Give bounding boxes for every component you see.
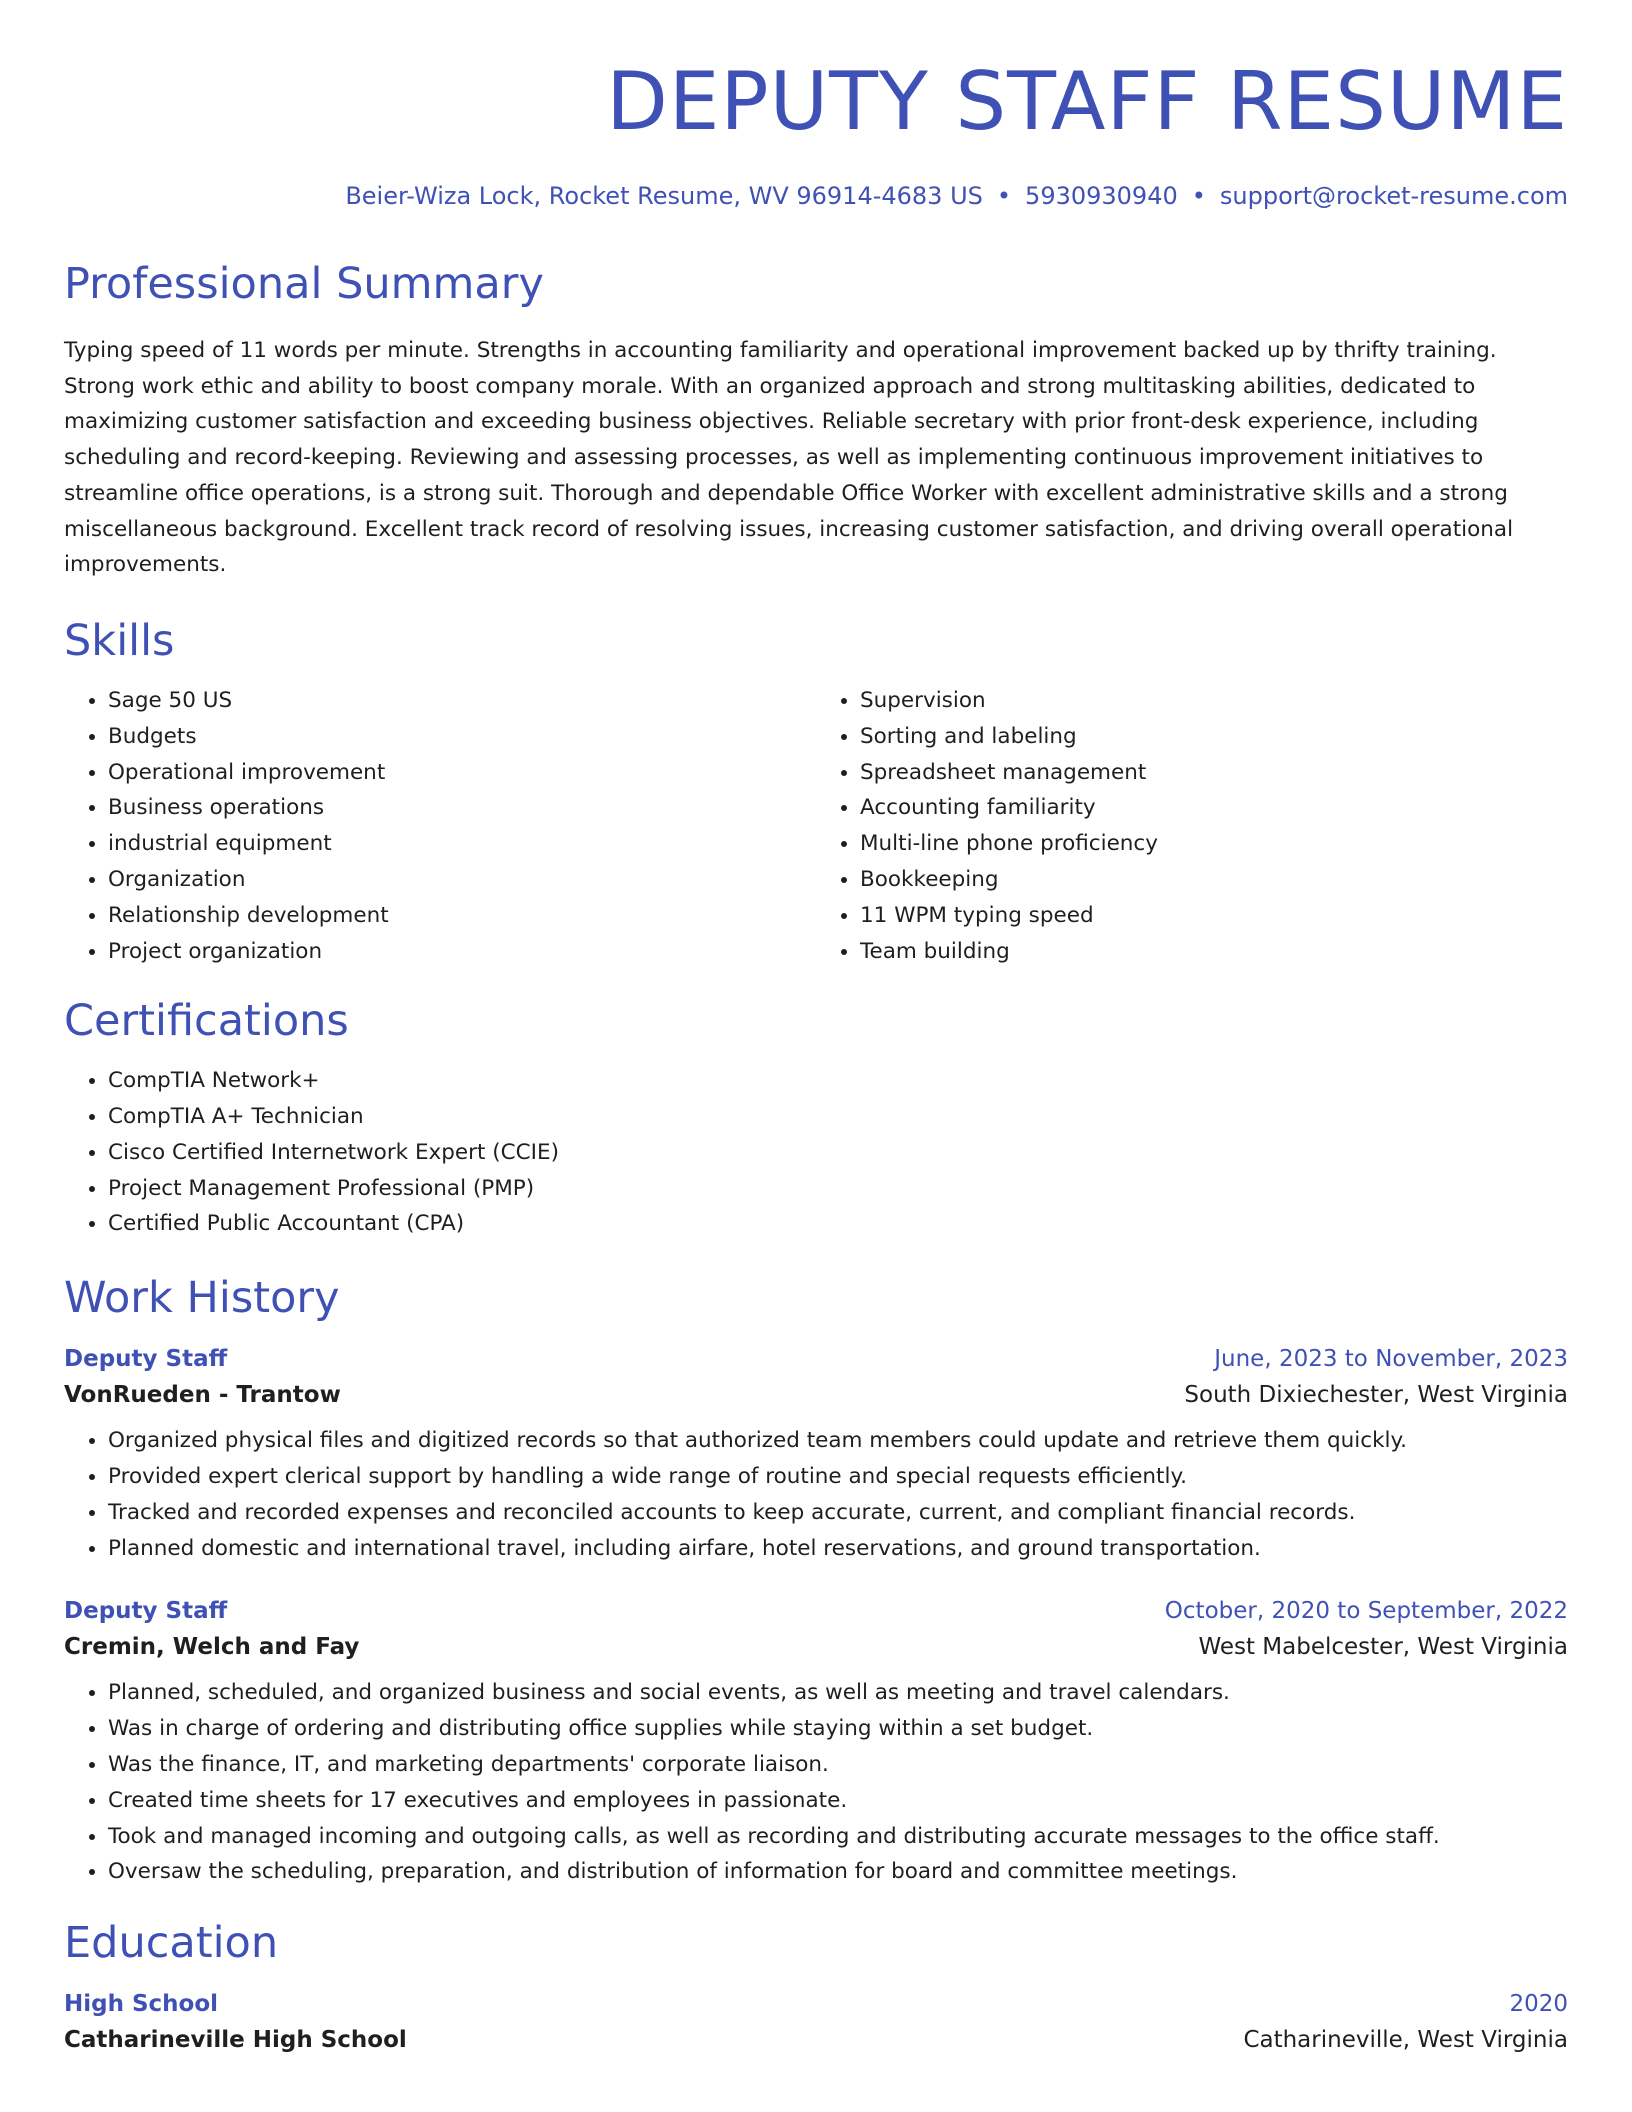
job-dates: October, 2020 to September, 2022 — [1164, 1598, 1568, 1625]
skill-item: • Sage 50 US — [108, 683, 816, 719]
education-location: Catharineville, West Virginia — [1243, 2027, 1568, 2054]
summary-heading: Professional Summary — [64, 259, 544, 309]
skill-item: • Spreadsheet management — [860, 755, 1568, 791]
job-bullet: • Oversaw the scheduling, preparation, and distribution of information for board and committee meetings. — [108, 1854, 1568, 1890]
certification-item: • CompTIA A+ Technician — [108, 1099, 1568, 1135]
job-bullets — [64, 1423, 1568, 1566]
certification-item: • Project Management Professional (PMP) — [108, 1171, 1568, 1207]
skills-columns — [64, 683, 1568, 969]
work-history-heading: Work History — [64, 1273, 340, 1324]
skill-item: • Team building — [860, 934, 1568, 970]
contact-phone: 5930930940 — [1025, 182, 1178, 210]
education-year: 2020 — [1509, 1991, 1568, 2018]
certifications-list — [64, 1063, 1568, 1242]
skill-item: • Operational improvement — [108, 755, 816, 791]
certification-item: • Certified Public Accountant (CPA) — [108, 1206, 1568, 1242]
contact-address: Beier-Wiza Lock, Rocket Resume, WV 96914-4683 US — [345, 182, 983, 210]
job-bullet: • Tracked and recorded expenses and reconciled accounts to keep accurate, current, and compliant financial records. — [108, 1495, 1568, 1531]
skill-item: • Sorting and labeling — [860, 719, 1568, 755]
job-bullet: • Created time sheets for 17 executives and employees in passionate. — [108, 1783, 1568, 1819]
job-role: Deputy Staff — [64, 1598, 228, 1625]
education-header — [64, 1991, 1568, 2017]
skill-item: • Supervision — [860, 683, 1568, 719]
skill-item: • Relationship development — [108, 898, 816, 934]
job-bullet: • Was the finance, IT, and marketing departments' corporate liaison. — [108, 1747, 1568, 1783]
job-company: Cremin, Welch and Fay — [64, 1634, 360, 1661]
skill-item: • 11 WPM typing speed — [860, 898, 1568, 934]
skill-item: • Bookkeeping — [860, 862, 1568, 898]
skill-item: • Project organization — [108, 934, 816, 970]
skills-heading: Skills — [64, 615, 175, 666]
certifications-heading: Certifications — [64, 996, 349, 1047]
job-bullet: • Planned, scheduled, and organized business and social events, as well as meeting and travel calendars. — [108, 1675, 1568, 1711]
skill-item: • Budgets — [108, 719, 816, 755]
job-bullet: • Provided expert clerical support by handling a wide range of routine and special requests efficiently. — [108, 1459, 1568, 1495]
education-entry — [64, 1991, 1568, 2053]
job-bullets — [64, 1675, 1568, 1890]
skills-list-right — [816, 683, 1568, 969]
skill-item: • industrial equipment — [108, 826, 816, 862]
skills-list-left — [64, 683, 816, 969]
contact-separator: • — [1191, 182, 1206, 210]
job-bullet: • Was in charge of ordering and distributing office supplies while staying within a set budget. — [108, 1711, 1568, 1747]
certification-item: • Cisco Certified Internetwork Expert (CCIE) — [108, 1135, 1568, 1171]
education-degree: High School — [64, 1991, 219, 2018]
skill-item: • Organization — [108, 862, 816, 898]
job-company: VonRueden - Trantow — [64, 1382, 341, 1409]
job-entry — [64, 1346, 1568, 1566]
education-subheader — [64, 2027, 1568, 2053]
summary-text: Typing speed of 11 words per minute. Strengths in accounting familiarity and operational improvement backed up by thrifty training. Strong work ethic and ability to boost company morale. With an organized approach and strong multitasking abilities, dedicated to maximizing customer satisfaction and exceeding business objectives. Reliable secretary with prior front-desk experience, including scheduling and record-keeping. Reviewing and assessing processes, as well as implementing continuous improvement initiatives to streamline office operations, is a strong suit. Thorough and dependable Office Worker with excellent administrative skills and a strong miscellaneous background. Excellent track record of resolving issues, increasing customer satisfaction, and driving overall operational improvements. — [64, 338, 1514, 578]
certification-item: • CompTIA Network+ — [108, 1063, 1568, 1099]
job-role: Deputy Staff — [64, 1346, 228, 1373]
contact-line — [64, 184, 1568, 208]
job-entry — [64, 1598, 1568, 1890]
resume-title: DEPUTY STAFF RESUME — [606, 55, 1568, 148]
education-school: Catharineville High School — [64, 2027, 407, 2054]
skill-item: • Accounting familiarity — [860, 790, 1568, 826]
job-location: West Mabelcester, West Virginia — [1198, 1634, 1568, 1661]
skill-item: • Multi-line phone proficiency — [860, 826, 1568, 862]
job-subheader — [64, 1382, 1568, 1408]
job-subheader — [64, 1634, 1568, 1660]
job-header — [64, 1346, 1568, 1372]
job-location: South Dixiechester, West Virginia — [1184, 1382, 1568, 1409]
education-heading: Education — [64, 1918, 279, 1969]
contact-separator: • — [996, 182, 1012, 210]
job-header — [64, 1598, 1568, 1624]
job-dates: June, 2023 to November, 2023 — [1214, 1346, 1568, 1373]
job-bullet: • Organized physical files and digitized records so that authorized team members could update and retrieve them quickly. — [108, 1423, 1568, 1459]
job-bullet: • Took and managed incoming and outgoing calls, as well as recording and distributing accurate messages to the office staff. — [108, 1819, 1568, 1855]
contact-email: support@rocket-resume.com — [1219, 182, 1568, 210]
job-bullet: • Planned domestic and international travel, including airfare, hotel reservations, and ground transportation. — [108, 1531, 1568, 1567]
skill-item: • Business operations — [108, 790, 816, 826]
